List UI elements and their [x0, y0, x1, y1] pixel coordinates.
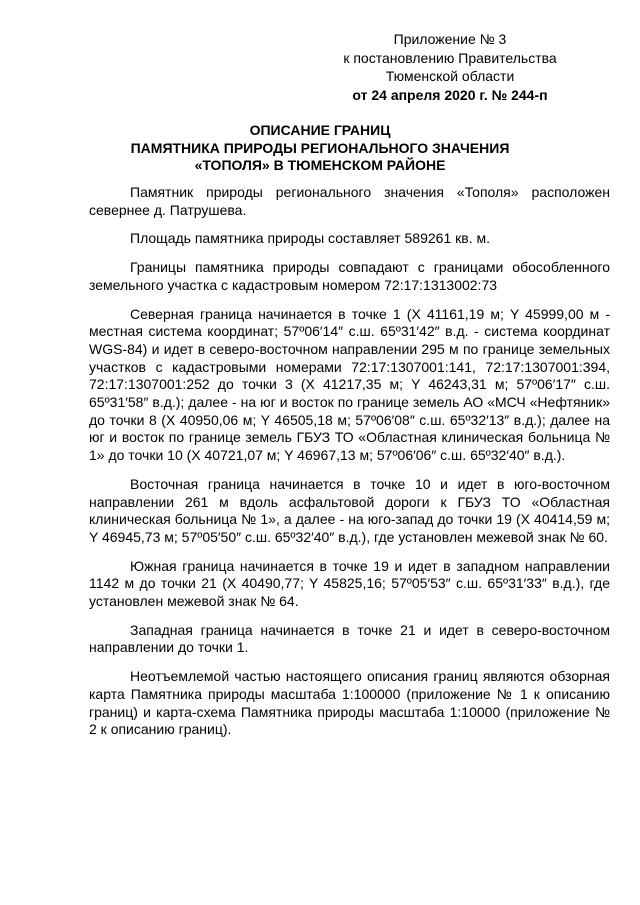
paragraph-area: Площадь памятника природы составляет 589261 кв. м.: [130, 230, 490, 247]
paragraph-maps: Неотъемлемой частью настоящего описания границ являются обзорная карта Памятника природы масштаба 1:100000 (приложение № 1 к описанию границ) и карта-схема Памятника природы масштаба 1:10000 (приложение № 2 к описанию границ).: [89, 668, 610, 738]
title-line-2: ПАМЯТНИКА ПРИРОДЫ РЕГИОНАЛЬНОГО ЗНАЧЕНИЯ: [130, 139, 510, 156]
appendix-reference: к постановлению Правительства: [343, 49, 557, 66]
paragraph-north-border: Северная граница начинается в точке 1 (X 41161,19 м; Y 45999,00 м - местная система координат; 57º06′14″ с.ш. 65º31′42″ в.д. - система координат WGS-84) и идет в северо-восточном направлении 295 м по границе земельных участков с кадастровыми номерами 72:17:1307001:141, 72:17:1307001:394, 72:17:1307001:252 до точки 3 (X 41217,35 м; Y 46243,31 м; 57º06′17″ с.ш. 65º31′58″ в.д.); далее - на юг и восток по границе земель АО «МСЧ «Нефтяник» до точки 8 (X 40950,06 м; Y 46505,18 м; 57º06′08″ с.ш. 65º32′13″ в.д.); далее на юг и восток по границе земель ГБУЗ ТО «Областная клиническая больница № 1» до точки 10 (X 40721,07 м; Y 46967,13 м; 57º06′06″ с.ш. 65º32′40″ в.д.).: [89, 305, 610, 464]
appendix-number: Приложение № 3: [393, 31, 507, 47]
paragraph-cadastral: Границы памятника природы совпадают с границами обособленного земельного участка с кадастровым номером 72:17:1313002:73: [89, 259, 610, 293]
paragraph-east-border: Восточная граница начинается в точке 10 и идет в юго-восточном направлении 261 м вдоль асфальтовой дороги к ГБУЗ ТО «Областная клиническая больница № 1», а далее - на юго-запад до точки 19 (X 40414,59 м; Y 46945,73 м; 57º05′50″ с.ш. 65º32′40″ в.д.), где установлен межевой знак № 60.: [89, 475, 610, 545]
appendix-header: [300, 30, 600, 104]
document-body: [89, 184, 610, 739]
appendix-date: от 24 апреля 2020 г. № 244-п: [352, 86, 548, 103]
title-line-1: ОПИСАНИЕ ГРАНИЦ: [249, 122, 391, 138]
appendix-region: Тюменской области: [385, 68, 515, 84]
paragraph-south-border: Южная граница начинается в точке 19 и идет в западном направлении 1142 м до точки 21 (X 40490,77; Y 45825,16; 57º05′53″ с.ш. 65º31′33″ в.д.), где установлен межевой знак № 64.: [89, 557, 610, 610]
paragraph-location: Памятник природы регионального значения «Тополя» расположен севернее д. Патрушева.: [89, 184, 610, 218]
paragraph-west-border: Западная граница начинается в точке 21 и идет в северо-восточном направлении до точки 1.: [89, 621, 610, 656]
document-title: [100, 122, 540, 175]
title-line-3: «ТОПОЛЯ» В ТЮМЕНСКОМ РАЙОНЕ: [194, 157, 446, 173]
